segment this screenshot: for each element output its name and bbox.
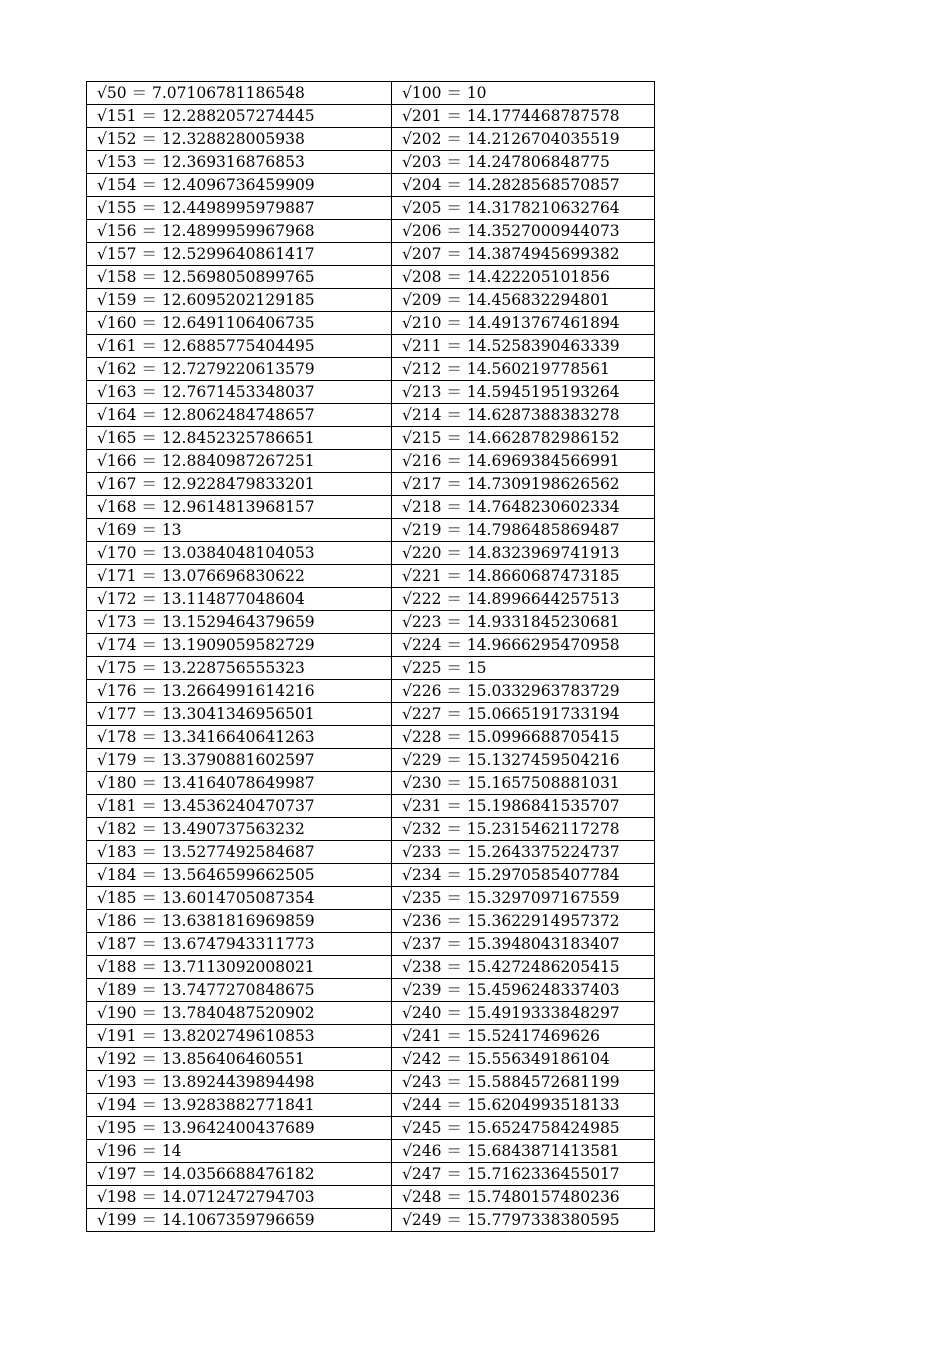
table-row [87,473,655,496]
table-row [87,1140,655,1163]
cell-right[interactable]: √210 ＝ 14.4913767461894 [392,312,655,335]
table-row [87,1002,655,1025]
cell-right[interactable]: √233 ＝ 15.2643375224737 [392,841,655,864]
cell-right[interactable]: √223 ＝ 14.9331845230681 [392,611,655,634]
cell-right[interactable]: √211 ＝ 14.5258390463339 [392,335,655,358]
cell-left[interactable]: √195 ＝ 13.9642400437689 [87,1117,392,1140]
cell-right[interactable]: √247 ＝ 15.7162336455017 [392,1163,655,1186]
cell-left[interactable]: √163 ＝ 12.7671453348037 [87,381,392,404]
table-row [87,979,655,1002]
table-body [87,82,655,1232]
cell-left[interactable]: √157 ＝ 12.5299640861417 [87,243,392,266]
table-row [87,565,655,588]
cell-left[interactable]: √162 ＝ 12.7279220613579 [87,358,392,381]
cell-left[interactable]: √183 ＝ 13.5277492584687 [87,841,392,864]
cell-left[interactable]: √182 ＝ 13.490737563232 [87,818,392,841]
table-row [87,1048,655,1071]
cell-left[interactable]: √153 ＝ 12.369316876853 [87,151,392,174]
table-row [87,864,655,887]
table-row [87,1117,655,1140]
table-row [87,680,655,703]
cell-right[interactable]: √226 ＝ 15.0332963783729 [392,680,655,703]
cell-right[interactable]: √232 ＝ 15.2315462117278 [392,818,655,841]
table-row [87,841,655,864]
cell-left[interactable]: √175 ＝ 13.228756555323 [87,657,392,680]
cell-right[interactable]: √209 ＝ 14.456832294801 [392,289,655,312]
cell-right[interactable]: √214 ＝ 14.6287388383278 [392,404,655,427]
table-row [87,956,655,979]
cell-right[interactable]: √244 ＝ 15.6204993518133 [392,1094,655,1117]
cell-left[interactable]: √185 ＝ 13.6014705087354 [87,887,392,910]
table-row [87,289,655,312]
cell-right[interactable]: √242 ＝ 15.556349186104 [392,1048,655,1071]
cell-left[interactable]: √169 ＝ 13 [87,519,392,542]
cell-left[interactable]: √181 ＝ 13.4536240470737 [87,795,392,818]
cell-right[interactable]: √246 ＝ 15.6843871413581 [392,1140,655,1163]
cell-left[interactable]: √191 ＝ 13.8202749610853 [87,1025,392,1048]
table-row [87,358,655,381]
table-row [87,82,655,105]
cell-right[interactable]: √228 ＝ 15.0996688705415 [392,726,655,749]
cell-right[interactable]: √230 ＝ 15.1657508881031 [392,772,655,795]
cell-right[interactable]: √204 ＝ 14.2828568570857 [392,174,655,197]
table-row [87,197,655,220]
cell-right[interactable]: √217 ＝ 14.7309198626562 [392,473,655,496]
cell-left[interactable]: √154 ＝ 12.4096736459909 [87,174,392,197]
cell-right[interactable]: √249 ＝ 15.7797338380595 [392,1209,655,1232]
table-row [87,266,655,289]
cell-right[interactable]: √231 ＝ 15.1986841535707 [392,795,655,818]
cell-left[interactable]: √197 ＝ 14.0356688476182 [87,1163,392,1186]
cell-left[interactable]: √190 ＝ 13.7840487520902 [87,1002,392,1025]
cell-right[interactable]: √213 ＝ 14.5945195193264 [392,381,655,404]
cell-left[interactable]: √161 ＝ 12.6885775404495 [87,335,392,358]
cell-left[interactable]: √151 ＝ 12.2882057274445 [87,105,392,128]
cell-left[interactable]: √186 ＝ 13.6381816969859 [87,910,392,933]
cell-left[interactable]: √165 ＝ 12.8452325786651 [87,427,392,450]
cell-right[interactable]: √224 ＝ 14.9666295470958 [392,634,655,657]
cell-left[interactable]: √177 ＝ 13.3041346956501 [87,703,392,726]
cell-left[interactable]: √188 ＝ 13.7113092008021 [87,956,392,979]
cell-right[interactable]: √215 ＝ 14.6628782986152 [392,427,655,450]
table-row [87,243,655,266]
table-row [87,588,655,611]
table-row [87,335,655,358]
table-row [87,1094,655,1117]
cell-left[interactable]: √193 ＝ 13.8924439894498 [87,1071,392,1094]
cell-right[interactable]: √222 ＝ 14.8996644257513 [392,588,655,611]
table-row [87,887,655,910]
cell-right[interactable]: √241 ＝ 15.52417469626 [392,1025,655,1048]
cell-left[interactable]: √156 ＝ 12.4899959967968 [87,220,392,243]
cell-left[interactable]: √173 ＝ 13.1529464379659 [87,611,392,634]
cell-right[interactable]: √248 ＝ 15.7480157480236 [392,1186,655,1209]
cell-left[interactable]: √158 ＝ 12.5698050899765 [87,266,392,289]
table-row [87,542,655,565]
cell-right[interactable]: √240 ＝ 15.4919333848297 [392,1002,655,1025]
cell-left[interactable]: √196 ＝ 14 [87,1140,392,1163]
table-row [87,1071,655,1094]
cell-left[interactable]: √164 ＝ 12.8062484748657 [87,404,392,427]
table-row [87,749,655,772]
table-row [87,772,655,795]
table-row [87,427,655,450]
table-row [87,634,655,657]
cell-left[interactable]: √168 ＝ 12.9614813968157 [87,496,392,519]
table-row [87,726,655,749]
cell-right[interactable]: √234 ＝ 15.2970585407784 [392,864,655,887]
cell-right[interactable]: √220 ＝ 14.8323969741913 [392,542,655,565]
cell-left[interactable]: √192 ＝ 13.856406460551 [87,1048,392,1071]
table-row [87,312,655,335]
table-row [87,105,655,128]
cell-right[interactable]: √201 ＝ 14.1774468787578 [392,105,655,128]
table-row [87,128,655,151]
cell-right[interactable]: √208 ＝ 14.422205101856 [392,266,655,289]
cell-right[interactable]: √227 ＝ 15.0665191733194 [392,703,655,726]
cell-left[interactable]: √184 ＝ 13.5646599662505 [87,864,392,887]
table-row [87,519,655,542]
cell-right[interactable]: √237 ＝ 15.3948043183407 [392,933,655,956]
cell-right[interactable]: √245 ＝ 15.6524758424985 [392,1117,655,1140]
cell-right[interactable]: √218 ＝ 14.7648230602334 [392,496,655,519]
cell-left[interactable]: √152 ＝ 12.328828005938 [87,128,392,151]
cell-left[interactable]: √198 ＝ 14.0712472794703 [87,1186,392,1209]
cell-left[interactable]: √176 ＝ 13.2664991614216 [87,680,392,703]
cell-right[interactable]: √202 ＝ 14.2126704035519 [392,128,655,151]
cell-left[interactable]: √171 ＝ 13.076696830622 [87,565,392,588]
table-row [87,795,655,818]
cell-right[interactable]: √100 ＝ 10 [392,82,655,105]
cell-left[interactable]: √179 ＝ 13.3790881602597 [87,749,392,772]
cell-right[interactable]: √206 ＝ 14.3527000944073 [392,220,655,243]
cell-left[interactable]: √180 ＝ 13.4164078649987 [87,772,392,795]
cell-right[interactable]: √216 ＝ 14.6969384566991 [392,450,655,473]
table-row [87,151,655,174]
square-root-table [86,81,655,1232]
cell-right[interactable]: √207 ＝ 14.3874945699382 [392,243,655,266]
cell-right[interactable]: √225 ＝ 15 [392,657,655,680]
table-row [87,174,655,197]
table-row [87,496,655,519]
table-row [87,1025,655,1048]
table-row [87,381,655,404]
table-row [87,818,655,841]
cell-left[interactable]: √178 ＝ 13.3416640641263 [87,726,392,749]
table-row [87,1209,655,1232]
cell-left[interactable]: √166 ＝ 12.8840987267251 [87,450,392,473]
table-row [87,910,655,933]
cell-right[interactable]: √238 ＝ 15.4272486205415 [392,956,655,979]
cell-right[interactable]: √235 ＝ 15.3297097167559 [392,887,655,910]
cell-right[interactable]: √219 ＝ 14.7986485869487 [392,519,655,542]
cell-right[interactable]: √205 ＝ 14.3178210632764 [392,197,655,220]
table-row [87,703,655,726]
cell-left[interactable]: √194 ＝ 13.9283882771841 [87,1094,392,1117]
cell-right[interactable]: √236 ＝ 15.3622914957372 [392,910,655,933]
cell-left[interactable]: √159 ＝ 12.6095202129185 [87,289,392,312]
table-row [87,220,655,243]
cell-left[interactable]: √155 ＝ 12.4498995979887 [87,197,392,220]
table-row [87,1186,655,1209]
cell-right[interactable]: √221 ＝ 14.8660687473185 [392,565,655,588]
table-row [87,611,655,634]
cell-left[interactable]: √189 ＝ 13.7477270848675 [87,979,392,1002]
table-row [87,404,655,427]
table-row [87,450,655,473]
cell-left[interactable]: √50 ＝ 7.07106781186548 [87,82,392,105]
cell-right[interactable]: √243 ＝ 15.5884572681199 [392,1071,655,1094]
cell-left[interactable]: √187 ＝ 13.6747943311773 [87,933,392,956]
cell-right[interactable]: √229 ＝ 15.1327459504216 [392,749,655,772]
cell-left[interactable]: √160 ＝ 12.6491106406735 [87,312,392,335]
table-row [87,933,655,956]
cell-right[interactable]: √212 ＝ 14.560219778561 [392,358,655,381]
cell-left[interactable]: √170 ＝ 13.0384048104053 [87,542,392,565]
cell-right[interactable]: √239 ＝ 15.4596248337403 [392,979,655,1002]
cell-left[interactable]: √167 ＝ 12.9228479833201 [87,473,392,496]
cell-left[interactable]: √199 ＝ 14.1067359796659 [87,1209,392,1232]
cell-right[interactable]: √203 ＝ 14.247806848775 [392,151,655,174]
table-row [87,1163,655,1186]
cell-left[interactable]: √174 ＝ 13.1909059582729 [87,634,392,657]
cell-left[interactable]: √172 ＝ 13.114877048604 [87,588,392,611]
table-row [87,657,655,680]
